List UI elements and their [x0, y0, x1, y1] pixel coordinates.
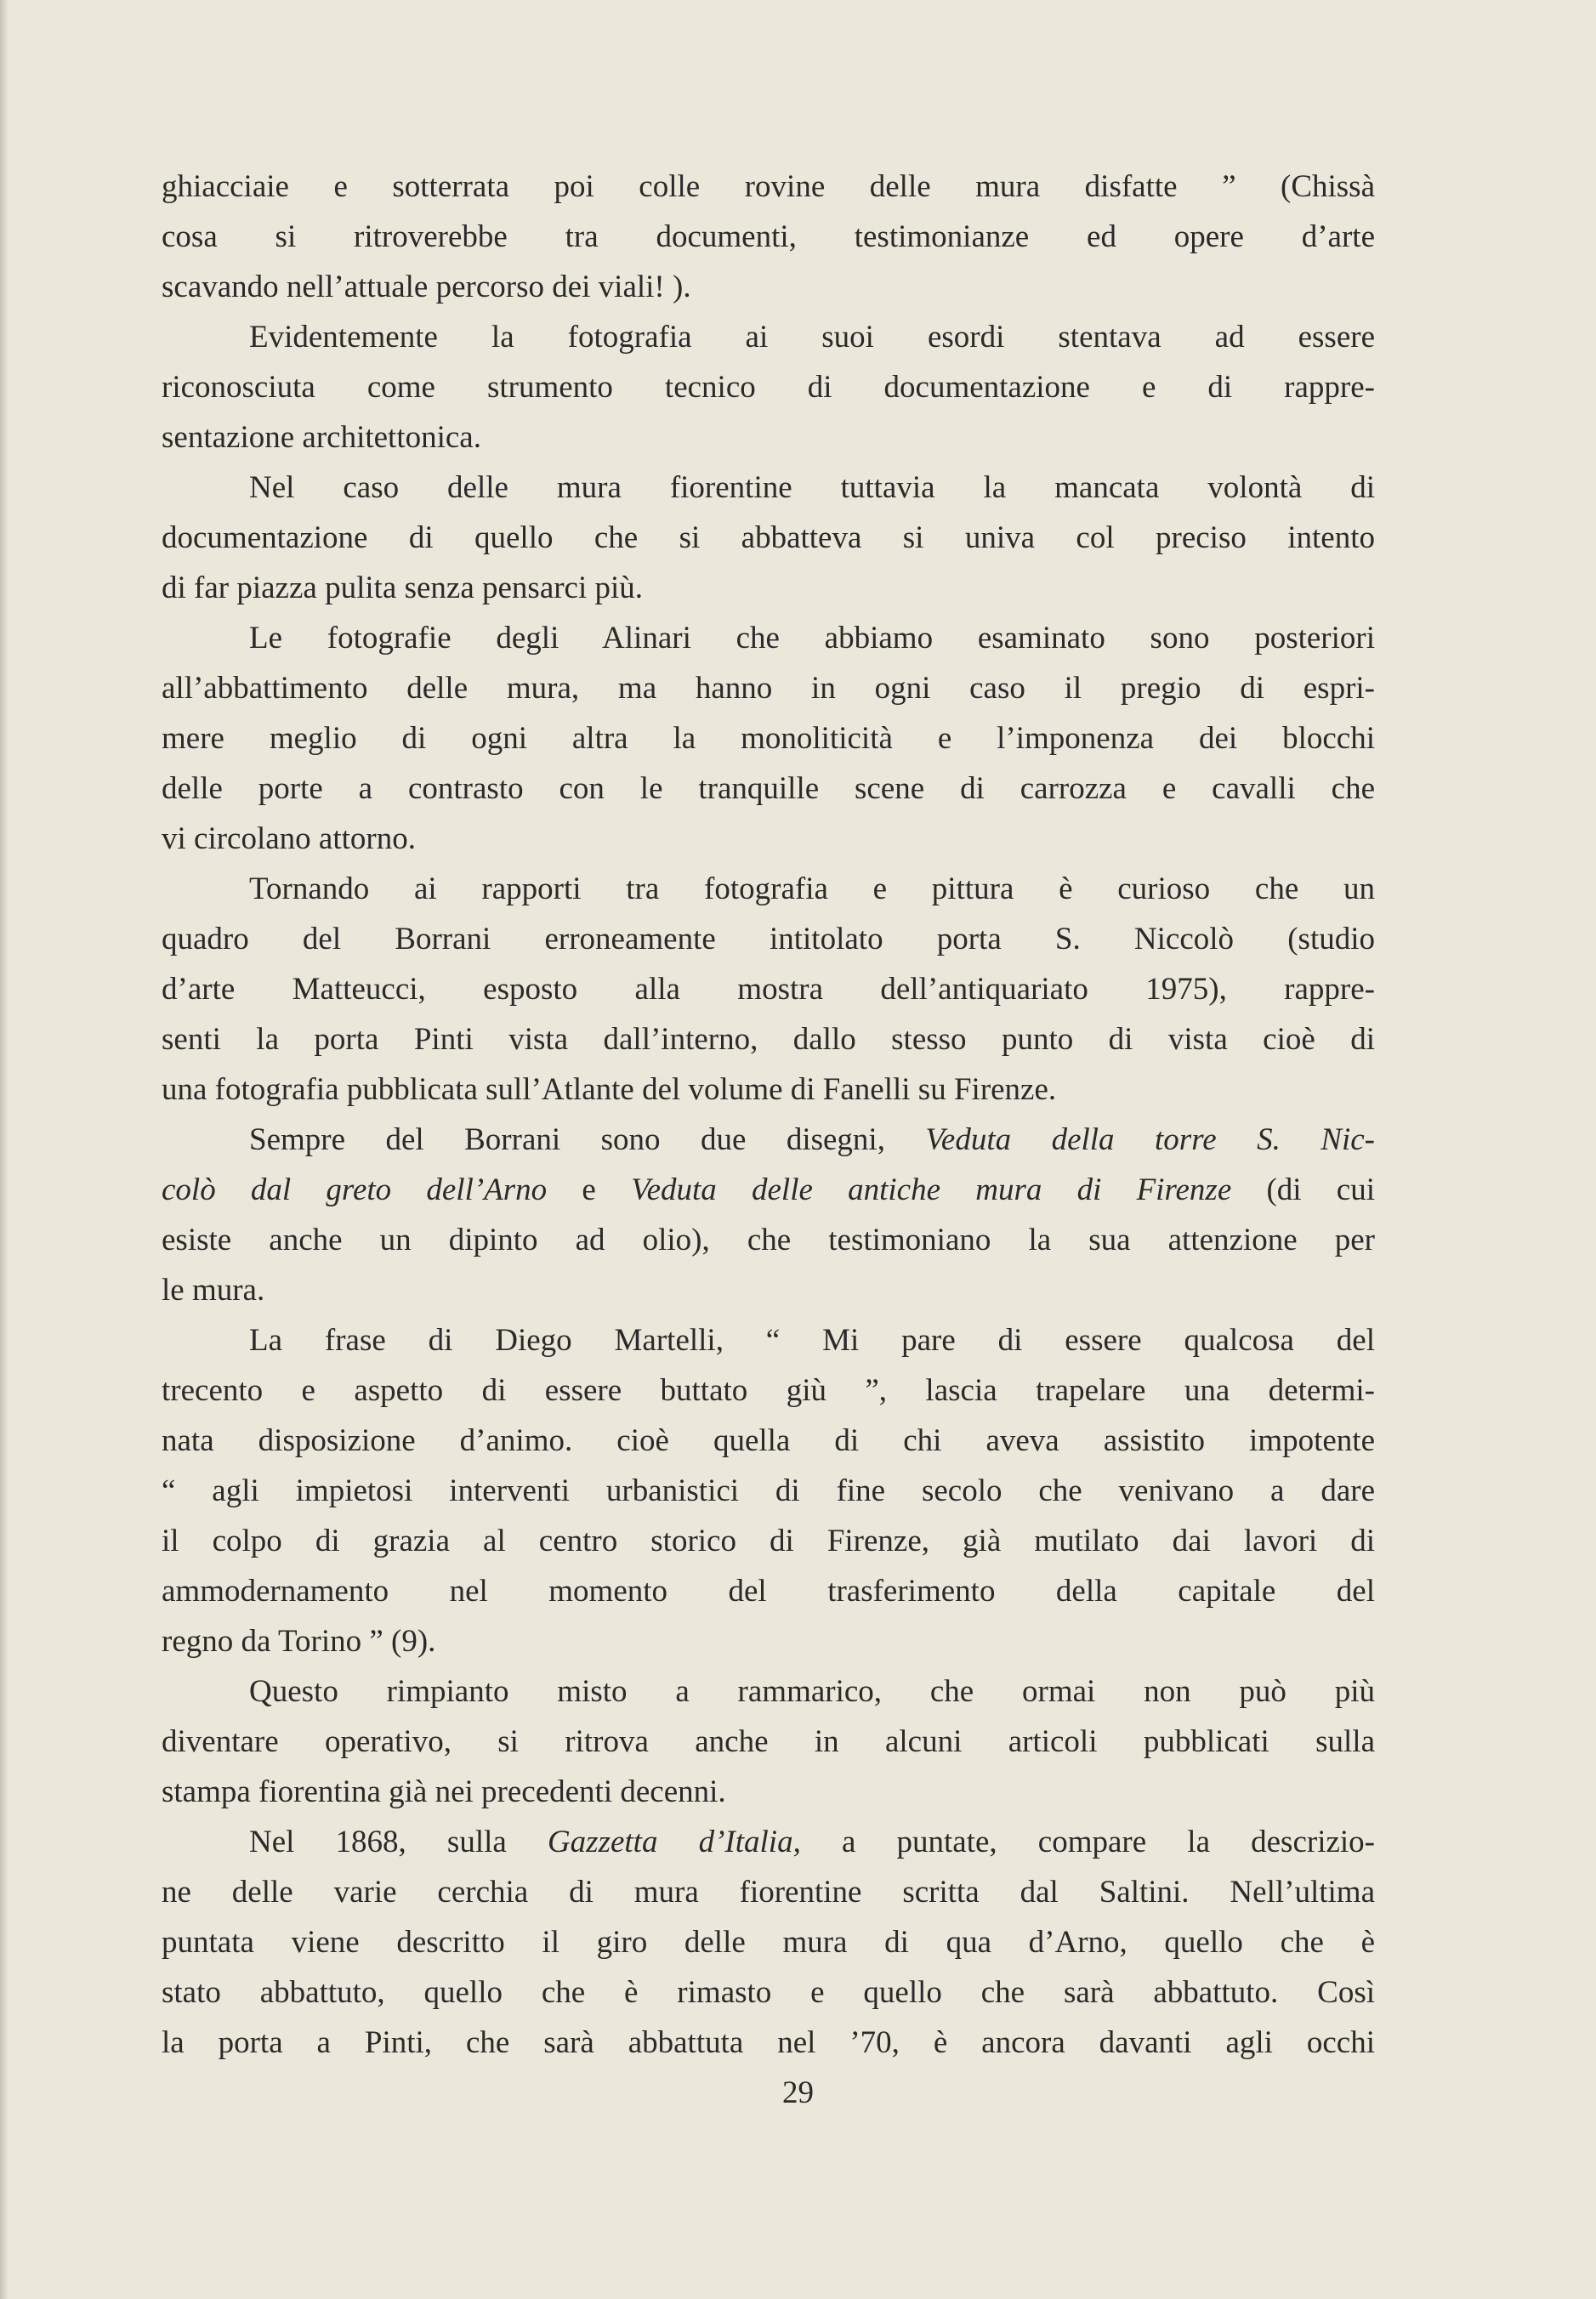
- text-line: [162, 1666, 1375, 1717]
- text-segment: Le fotografie degli Alinari che abbiamo esaminato sono posteriori: [249, 621, 1375, 656]
- text-segment: Nel 1868, sulla: [249, 1825, 548, 1859]
- text-line: [162, 1616, 1375, 1666]
- text-segment: Nel caso delle mura fiorentine tuttavia la mancata volontà di: [249, 470, 1375, 505]
- text-line: [162, 2018, 1375, 2068]
- text-segment: ne delle varie cerchia di mura fiorentine scritta dal Saltini. Nell’ultima: [162, 1875, 1375, 1910]
- text-segment: (di cui: [1231, 1172, 1375, 1207]
- text-segment: una fotografia pubblicata sull’Atlante del volume di Fanelli su Firenze.: [162, 1072, 1057, 1107]
- paragraph: [162, 1666, 1375, 1817]
- paragraph: [162, 463, 1375, 613]
- italic-title-text: colò dal greto dell’Arno: [162, 1172, 548, 1207]
- paragraph: [162, 613, 1375, 864]
- text-line: [162, 964, 1375, 1014]
- paragraph: [162, 162, 1375, 312]
- text-segment: nata disposizione d’animo. cioè quella di chi aveva assistito impotente: [162, 1423, 1375, 1458]
- text-segment: d’arte Matteucci, esposto alla mostra dell’antiquariato 1975), rappre-: [162, 972, 1375, 1007]
- text-segment: ammodernamento nel momento del trasferimento della capitale del: [162, 1574, 1375, 1609]
- text-segment: ghiacciaie e sotterrata poi colle rovine delle mura disfatte ” (Chissà: [162, 169, 1375, 204]
- text-segment: puntata viene descritto il giro delle mura di qua d’Arno, quello che è: [162, 1925, 1375, 1960]
- text-segment: Questo rimpianto misto a rammarico, che ormai non può più: [249, 1674, 1375, 1709]
- text-segment: a puntate, compare la descrizio-: [800, 1825, 1376, 1859]
- italic-title-text: Veduta della torre S. Nic-: [925, 1122, 1375, 1157]
- text-segment: sentazione architettonica.: [162, 420, 481, 455]
- text-line: [162, 1566, 1375, 1616]
- text-line: [162, 1867, 1375, 1917]
- text-segment: mere meglio di ogni altra la monoliticità e l’imponenza dei blocchi: [162, 721, 1375, 756]
- text-line: [162, 713, 1375, 763]
- text-line: [162, 1165, 1375, 1215]
- text-line: [162, 1014, 1375, 1064]
- text-line: [162, 1115, 1375, 1165]
- text-line: [162, 613, 1375, 663]
- text-segment: e: [547, 1172, 632, 1207]
- text-line: [162, 1817, 1375, 1867]
- text-segment: stampa fiorentina già nei precedenti decenni.: [162, 1774, 726, 1809]
- text-line: [162, 914, 1375, 964]
- text-segment: delle porte a contrasto con le tranquille scene di carrozza e cavalli che: [162, 771, 1375, 806]
- text-line: [162, 362, 1375, 412]
- text-segment: regno da Torino ” (9).: [162, 1624, 436, 1659]
- text-segment: scavando nell’attuale percorso dei viali! ).: [162, 270, 691, 304]
- text-segment: le mura.: [162, 1273, 265, 1308]
- paragraph: [162, 1315, 1375, 1666]
- text-line: [162, 1365, 1375, 1416]
- paragraph: [162, 312, 1375, 463]
- text-line: [162, 1767, 1375, 1817]
- text-line: [162, 212, 1375, 262]
- text-line: [162, 1416, 1375, 1466]
- text-line: [162, 1967, 1375, 2018]
- text-segment: quadro del Borrani erroneamente intitolato porta S. Niccolò (studio: [162, 922, 1375, 956]
- text-segment: Sempre del Borrani sono due disegni,: [249, 1122, 926, 1157]
- text-segment: Tornando ai rapporti tra fotografia e pittura è curioso che un: [249, 871, 1375, 906]
- text-segment: cosa si ritroverebbe tra documenti, testimonianze ed opere d’arte: [162, 219, 1375, 254]
- text-line: [162, 1215, 1375, 1265]
- text-line: [162, 1717, 1375, 1767]
- text-segment: Evidentemente la fotografia ai suoi esordi stentava ad essere: [249, 320, 1375, 355]
- text-line: [162, 1466, 1375, 1516]
- text-segment: esiste anche un dipinto ad olio), che testimoniano la sua attenzione per: [162, 1223, 1375, 1257]
- text-line: [162, 763, 1375, 814]
- text-line: [162, 262, 1375, 312]
- text-segment: vi circolano attorno.: [162, 821, 416, 856]
- body-text: [162, 162, 1375, 2068]
- text-line: [162, 563, 1375, 613]
- text-line: [162, 1265, 1375, 1315]
- text-line: [162, 513, 1375, 563]
- text-segment: la porta a Pinti, che sarà abbattuta nel ’70, è ancora davanti agli occhi: [162, 2025, 1375, 2060]
- text-segment: La frase di Diego Martelli, “ Mi pare di essere qualcosa del: [249, 1323, 1375, 1358]
- text-segment: trecento e aspetto di essere buttato giù ”, lascia trapelare una determi-: [162, 1373, 1375, 1408]
- page-number: 29: [782, 2075, 814, 2110]
- text-line: [162, 312, 1375, 362]
- text-segment: di far piazza pulita senza pensarci più.: [162, 570, 644, 605]
- italic-title-text: Gazzetta d’Italia,: [547, 1825, 801, 1859]
- text-line: [162, 162, 1375, 212]
- text-line: [162, 1516, 1375, 1566]
- text-line: [162, 412, 1375, 463]
- text-line: [162, 1064, 1375, 1115]
- page-edge-shadow: [0, 0, 9, 2299]
- paragraph: [162, 864, 1375, 1115]
- text-segment: “ agli impietosi interventi urbanistici di fine secolo che venivano a dare: [162, 1473, 1375, 1508]
- paragraph: [162, 1115, 1375, 1315]
- text-segment: stato abbattuto, quello che è rimasto e quello che sarà abbattuto. Così: [162, 1975, 1375, 2010]
- text-line: [162, 1917, 1375, 1967]
- text-segment: riconosciuta come strumento tecnico di documentazione e di rappre-: [162, 370, 1375, 405]
- text-line: [162, 663, 1375, 713]
- text-segment: il colpo di grazia al centro storico di Firenze, già mutilato dai lavori di: [162, 1524, 1375, 1558]
- text-line: [162, 814, 1375, 864]
- text-line: [162, 1315, 1375, 1365]
- text-segment: documentazione di quello che si abbatteva si univa col preciso intento: [162, 520, 1375, 555]
- text-line: [162, 864, 1375, 914]
- paragraph: [162, 1817, 1375, 2068]
- italic-title-text: Veduta delle antiche mura di Firenze: [631, 1172, 1232, 1207]
- text-line: [162, 463, 1375, 513]
- text-segment: senti la porta Pinti vista dall’interno, dallo stesso punto di vista cioè di: [162, 1022, 1375, 1057]
- text-segment: diventare operativo, si ritrova anche in alcuni articoli pubblicati sulla: [162, 1724, 1375, 1759]
- text-segment: all’abbattimento delle mura, ma hanno in ogni caso il pregio di espri-: [162, 671, 1375, 706]
